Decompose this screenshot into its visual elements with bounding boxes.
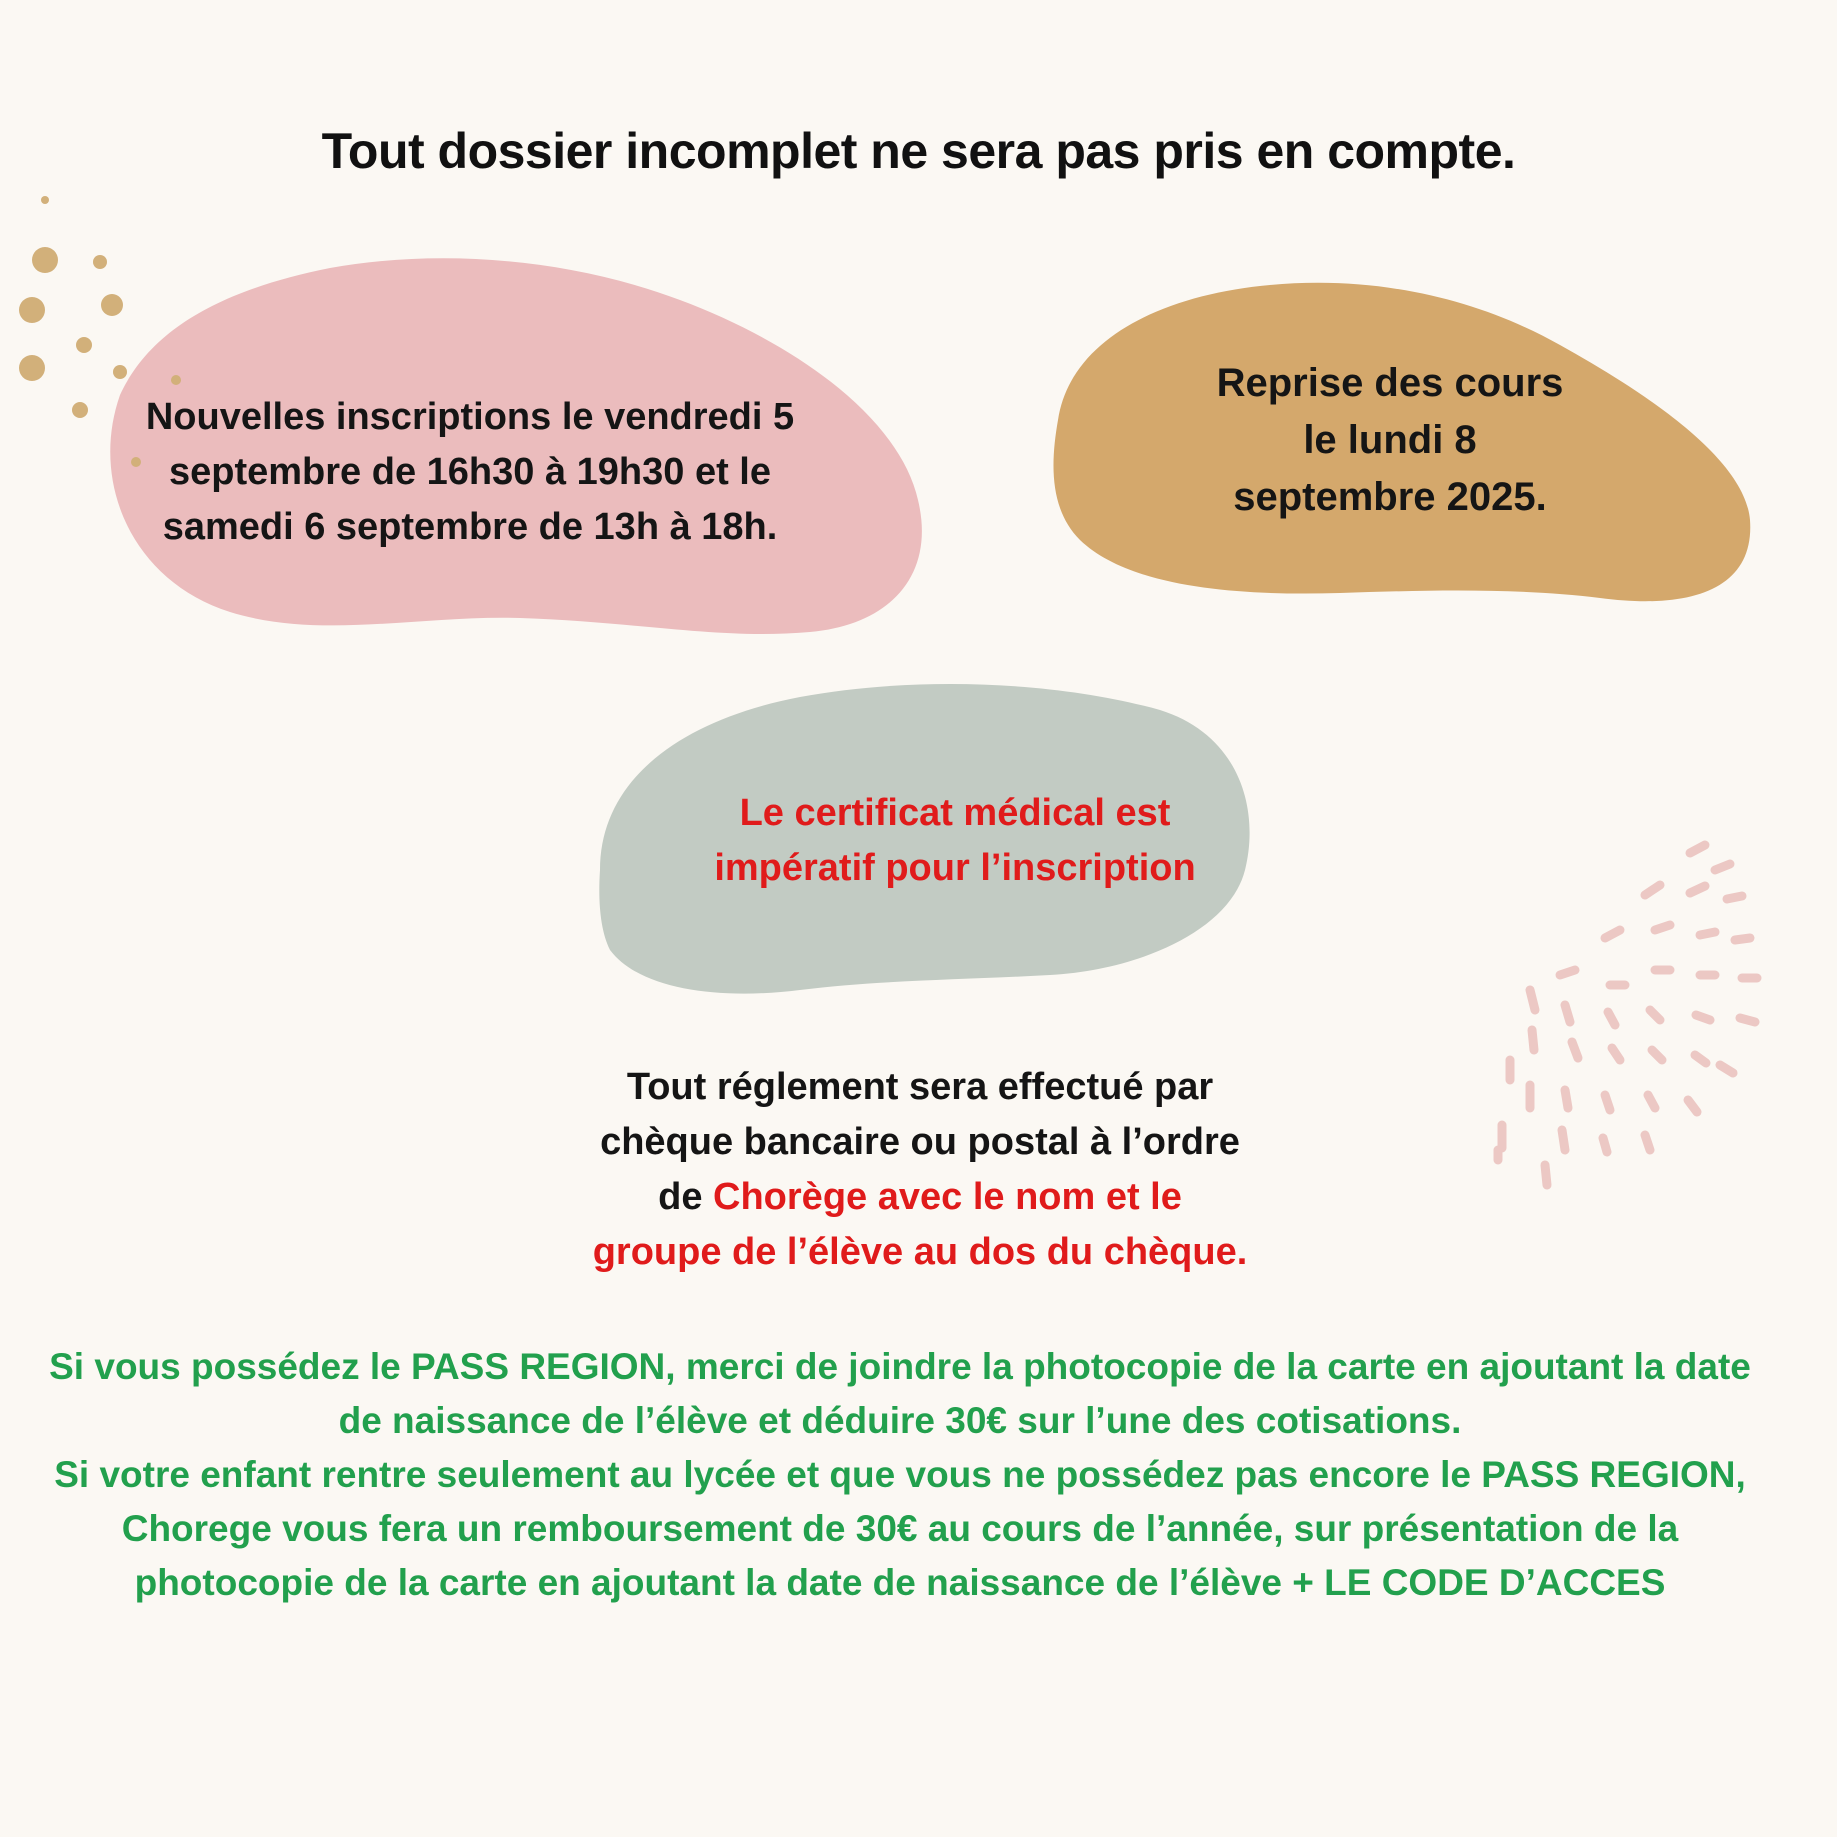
resumption-text (1140, 355, 1640, 526)
dash (1690, 845, 1705, 853)
resumption-line: septembre 2025. (1233, 475, 1547, 519)
resumption-line: Reprise des cours (1216, 361, 1564, 405)
dash (1612, 1048, 1620, 1060)
dot (41, 196, 49, 204)
dash (1696, 1015, 1710, 1020)
registration-line: samedi 6 septembre de 13h à 18h. (162, 506, 778, 548)
headline: Tout dossier incomplet ne sera pas pris en compte. (321, 123, 1516, 179)
registration-line: Nouvelles inscriptions le vendredi 5 (145, 396, 795, 438)
dash (1645, 1135, 1650, 1150)
dash (1650, 1010, 1660, 1020)
dash (1690, 886, 1705, 893)
dot (72, 402, 88, 418)
pass-region-line: Si vous possédez le PASS REGION, merci de joindre la photocopie de la carte en ajoutant la date (49, 1346, 1751, 1387)
dash (1740, 1018, 1755, 1022)
payment-instructions (520, 1060, 1320, 1280)
dash (1700, 932, 1715, 935)
dash (1695, 1055, 1706, 1063)
dot (76, 337, 92, 353)
dot (19, 355, 45, 381)
pass-region-line: Si votre enfant rentre seulement au lycée et que vous ne possédez pas encore le PASS REGION, (54, 1454, 1746, 1495)
certificate-line: Le certificat médical est (739, 792, 1171, 834)
pass-region-line: photocopie de la carte en ajoutant la date de naissance de l’élève + LE CODE D’ACCES (134, 1562, 1666, 1603)
dash (1720, 1065, 1733, 1073)
dash (1532, 1030, 1534, 1050)
dot (113, 365, 127, 379)
dash (1560, 970, 1575, 975)
payment-line: chèque bancaire ou postal à l’ordre (600, 1121, 1240, 1163)
dash (1530, 990, 1535, 1010)
dash (1735, 938, 1750, 940)
payment-line: groupe de l’élève au dos du chèque. (592, 1231, 1248, 1273)
dash (1605, 930, 1620, 938)
dot (93, 255, 107, 269)
dash (1565, 1005, 1570, 1022)
payment-line: Tout réglement sera effectué par (626, 1066, 1214, 1108)
dash (1605, 1095, 1610, 1110)
dot (19, 297, 45, 323)
dash (1645, 885, 1660, 895)
registration-dates-text (110, 390, 830, 555)
dash (1545, 1165, 1547, 1185)
medical-certificate-text (640, 786, 1270, 896)
dot (171, 375, 181, 385)
pass-region-notice (0, 1340, 1800, 1610)
dash (1688, 1100, 1697, 1112)
payment-line (520, 1170, 1320, 1225)
certificate-line: impératif pour l’inscription (714, 847, 1196, 889)
dash (1727, 896, 1742, 899)
pass-region-line: Chorege vous fera un remboursement de 30€ au cours de l’année, sur présentation de la (121, 1508, 1679, 1549)
dash (1655, 925, 1670, 930)
dash (1572, 1042, 1578, 1058)
payment-payee-highlight: Chorège avec le nom et le (713, 1176, 1182, 1218)
dash (1652, 1050, 1662, 1060)
registration-line: septembre de 16h30 à 19h30 et le (169, 451, 771, 493)
dash (1565, 1090, 1568, 1108)
dash (1603, 1138, 1607, 1152)
dot (101, 294, 123, 316)
dash (1715, 864, 1730, 870)
dash (1648, 1095, 1655, 1108)
resumption-line: le lundi 8 (1303, 418, 1477, 462)
pink-dashes (1498, 845, 1757, 1185)
dash (1562, 1130, 1565, 1150)
payment-prefix: de (658, 1176, 714, 1218)
dot (32, 247, 58, 273)
dash (1608, 1012, 1615, 1025)
pass-region-line: de naissance de l’élève et déduire 30€ sur l’une des cotisations. (338, 1400, 1462, 1441)
